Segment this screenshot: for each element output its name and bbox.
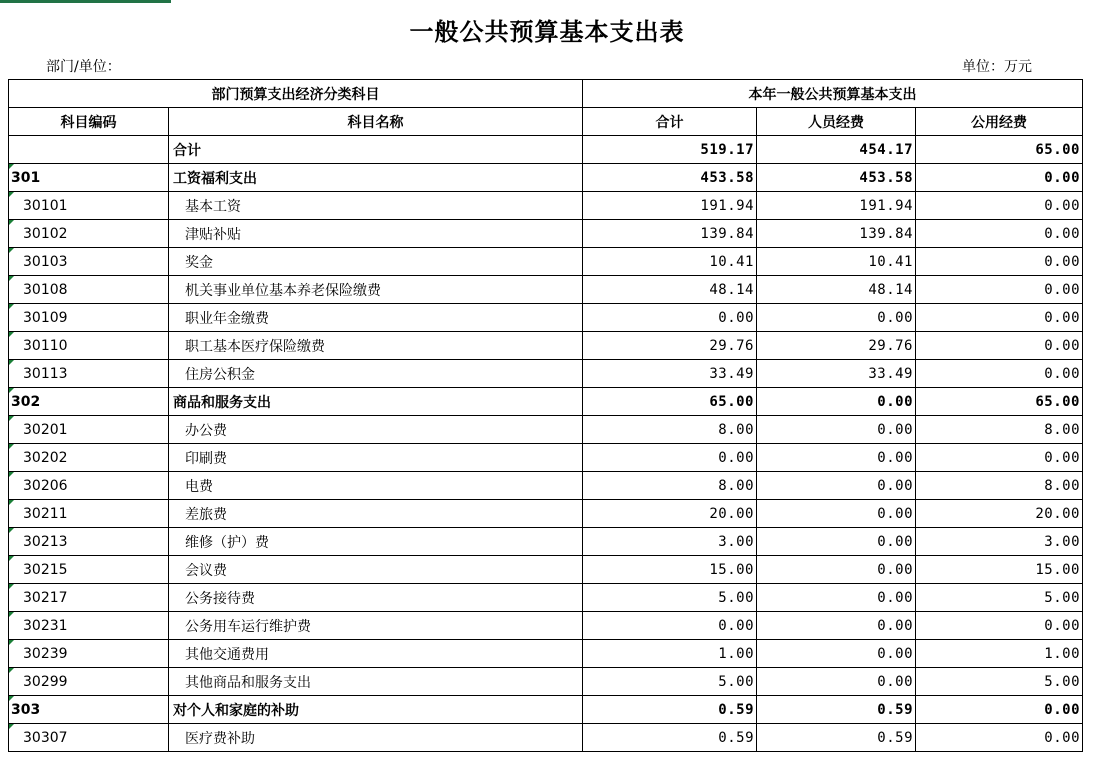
cell-total[interactable]: 20.00: [583, 500, 757, 528]
table-row: [9, 304, 1083, 332]
header-personnel[interactable]: 人员经费: [757, 108, 916, 136]
cell-total[interactable]: 0.00: [583, 304, 757, 332]
cell-code[interactable]: 30108: [9, 276, 169, 304]
cell-personnel[interactable]: 10.41: [757, 248, 916, 276]
cell-name[interactable]: 其他商品和服务支出: [169, 668, 583, 696]
cell-total[interactable]: 65.00: [583, 388, 757, 416]
cell-code[interactable]: 30113: [9, 360, 169, 388]
cell-name[interactable]: 住房公积金: [169, 360, 583, 388]
department-label: 部门/单位：: [46, 59, 121, 75]
cell-total[interactable]: 0.59: [583, 724, 757, 752]
table-row: [9, 556, 1083, 584]
cell-public[interactable]: 0.00: [916, 444, 1083, 472]
cell-code[interactable]: 30215: [9, 556, 169, 584]
cell-total[interactable]: 10.41: [583, 248, 757, 276]
cell-code[interactable]: 30213: [9, 528, 169, 556]
cell-public[interactable]: 0.00: [916, 276, 1083, 304]
cell-total[interactable]: 5.00: [583, 668, 757, 696]
header-total[interactable]: 合计: [583, 108, 757, 136]
cell-name[interactable]: 办公费: [169, 416, 583, 444]
table-row: [9, 584, 1083, 612]
table-row: [9, 164, 1083, 192]
table-row: [9, 668, 1083, 696]
cell-public[interactable]: 0.00: [916, 724, 1083, 752]
cell-personnel[interactable]: 453.58: [757, 164, 916, 192]
cell-name[interactable]: 工资福利支出: [169, 164, 583, 192]
report-title: 一般公共预算基本支出表: [409, 17, 685, 46]
cell-total[interactable]: 48.14: [583, 276, 757, 304]
cell-public[interactable]: 65.00: [916, 388, 1083, 416]
cell-public[interactable]: 8.00: [916, 416, 1083, 444]
cell-code[interactable]: 30102: [9, 220, 169, 248]
table-row: [9, 248, 1083, 276]
cell-code[interactable]: 303: [9, 696, 169, 724]
cell-total[interactable]: 8.00: [583, 416, 757, 444]
cell-total[interactable]: 191.94: [583, 192, 757, 220]
cell-personnel[interactable]: 0.59: [757, 724, 916, 752]
cell-total[interactable]: 0.00: [583, 612, 757, 640]
header-code[interactable]: 科目编码: [9, 108, 169, 136]
cell-total[interactable]: 139.84: [583, 220, 757, 248]
cell-public[interactable]: 3.00: [916, 528, 1083, 556]
table-row: [9, 220, 1083, 248]
cell-personnel[interactable]: 0.00: [757, 304, 916, 332]
cell-code[interactable]: 30101: [9, 192, 169, 220]
cell-personnel[interactable]: 0.00: [757, 612, 916, 640]
cell-public[interactable]: 1.00: [916, 640, 1083, 668]
cell-code[interactable]: 30299: [9, 668, 169, 696]
cell-public[interactable]: 0.00: [916, 332, 1083, 360]
table-row: [9, 528, 1083, 556]
cell-personnel[interactable]: 0.00: [757, 584, 916, 612]
cell-personnel[interactable]: 0.00: [757, 444, 916, 472]
table-row: [9, 276, 1083, 304]
cell-total[interactable]: 0.00: [583, 444, 757, 472]
cell-total[interactable]: 0.59: [583, 696, 757, 724]
cell-total[interactable]: 1.00: [583, 640, 757, 668]
cell-total[interactable]: 33.49: [583, 360, 757, 388]
table-row: [9, 416, 1083, 444]
cell-code[interactable]: 30103: [9, 248, 169, 276]
header-group-right[interactable]: 本年一般公共预算基本支出: [583, 80, 1083, 108]
cell-public[interactable]: 20.00: [916, 500, 1083, 528]
table-row: [9, 136, 1083, 164]
header-public[interactable]: 公用经费: [916, 108, 1083, 136]
cell-code[interactable]: 30239: [9, 640, 169, 668]
table-row: [9, 612, 1083, 640]
cell-code[interactable]: 30202: [9, 444, 169, 472]
cell-name[interactable]: 对个人和家庭的补助: [169, 696, 583, 724]
budget-table: [8, 79, 1083, 752]
cell-personnel[interactable]: 0.00: [757, 528, 916, 556]
cell-code[interactable]: 30211: [9, 500, 169, 528]
cell-code[interactable]: 302: [9, 388, 169, 416]
header-name[interactable]: 科目名称: [169, 108, 583, 136]
cell-code[interactable]: 30307: [9, 724, 169, 752]
fill-handle[interactable]: [168, 0, 171, 3]
cell-personnel[interactable]: 48.14: [757, 276, 916, 304]
cell-public[interactable]: 15.00: [916, 556, 1083, 584]
cell-code[interactable]: 30109: [9, 304, 169, 332]
cell-name[interactable]: 商品和服务支出: [169, 388, 583, 416]
cell-name[interactable]: 基本工资: [169, 192, 583, 220]
cell-public[interactable]: 0.00: [916, 304, 1083, 332]
cell-personnel[interactable]: 139.84: [757, 220, 916, 248]
cell-personnel[interactable]: 0.00: [757, 388, 916, 416]
cell-name[interactable]: 职业年金缴费: [169, 304, 583, 332]
table-row: [9, 192, 1083, 220]
cell-name[interactable]: 津贴补贴: [169, 220, 583, 248]
header-group-left[interactable]: 部门预算支出经济分类科目: [9, 80, 583, 108]
cell-name[interactable]: 奖金: [169, 248, 583, 276]
cell-public[interactable]: 65.00: [916, 136, 1083, 164]
cell-public[interactable]: 5.00: [916, 584, 1083, 612]
table-row: [9, 360, 1083, 388]
cell-public[interactable]: 0.00: [916, 192, 1083, 220]
cell-code[interactable]: 30110: [9, 332, 169, 360]
header-row-columns: [9, 108, 1083, 136]
cell-public[interactable]: 0.00: [916, 360, 1083, 388]
table-row: [9, 640, 1083, 668]
cell-total[interactable]: 519.17: [583, 136, 757, 164]
cell-public[interactable]: 0.00: [916, 612, 1083, 640]
cell-code[interactable]: 30206: [9, 472, 169, 500]
cell-name[interactable]: 电费: [169, 472, 583, 500]
cell-personnel[interactable]: 0.00: [757, 640, 916, 668]
cell-total[interactable]: 8.00: [583, 472, 757, 500]
cell-personnel[interactable]: 33.49: [757, 360, 916, 388]
cell-personnel[interactable]: 29.76: [757, 332, 916, 360]
cell-personnel[interactable]: 0.00: [757, 500, 916, 528]
cell-code[interactable]: [9, 136, 169, 164]
cell-name[interactable]: 会议费: [169, 556, 583, 584]
cell-name[interactable]: 机关事业单位基本养老保险缴费: [169, 276, 583, 304]
cell-public[interactable]: 8.00: [916, 472, 1083, 500]
cell-personnel[interactable]: 0.00: [757, 668, 916, 696]
cell-name[interactable]: 职工基本医疗保险缴费: [169, 332, 583, 360]
unit-label: 单位：万元: [962, 59, 1032, 75]
table-row: [9, 388, 1083, 416]
cell-total[interactable]: 15.00: [583, 556, 757, 584]
cell-public[interactable]: 0.00: [916, 220, 1083, 248]
cell-name[interactable]: 印刷费: [169, 444, 583, 472]
cell-total[interactable]: 3.00: [583, 528, 757, 556]
cell-code[interactable]: 30217: [9, 584, 169, 612]
cell-public[interactable]: 5.00: [916, 668, 1083, 696]
cell-total[interactable]: 29.76: [583, 332, 757, 360]
cell-public[interactable]: 0.00: [916, 696, 1083, 724]
cell-selection-indicator: [0, 0, 168, 3]
cell-public[interactable]: 0.00: [916, 248, 1083, 276]
cell-name[interactable]: 差旅费: [169, 500, 583, 528]
table-row: [9, 500, 1083, 528]
cell-personnel[interactable]: 191.94: [757, 192, 916, 220]
cell-personnel[interactable]: 0.00: [757, 556, 916, 584]
cell-name[interactable]: 公务接待费: [169, 584, 583, 612]
cell-personnel[interactable]: 0.00: [757, 416, 916, 444]
table-row: [9, 472, 1083, 500]
cell-code[interactable]: 30201: [9, 416, 169, 444]
cell-code[interactable]: 30231: [9, 612, 169, 640]
cell-name[interactable]: 维修（护）费: [169, 528, 583, 556]
table-row: [9, 444, 1083, 472]
cell-public[interactable]: 0.00: [916, 164, 1083, 192]
cell-name[interactable]: 合计: [169, 136, 583, 164]
cell-name[interactable]: 医疗费补助: [169, 724, 583, 752]
cell-personnel[interactable]: 454.17: [757, 136, 916, 164]
cell-name[interactable]: 其他交通费用: [169, 640, 583, 668]
table-row: [9, 696, 1083, 724]
table-row: [9, 724, 1083, 752]
cell-code[interactable]: 301: [9, 164, 169, 192]
cell-personnel[interactable]: 0.59: [757, 696, 916, 724]
header-row-group: [9, 80, 1083, 108]
cell-total[interactable]: 5.00: [583, 584, 757, 612]
cell-personnel[interactable]: 0.00: [757, 472, 916, 500]
cell-total[interactable]: 453.58: [583, 164, 757, 192]
table-row: [9, 332, 1083, 360]
cell-name[interactable]: 公务用车运行维护费: [169, 612, 583, 640]
